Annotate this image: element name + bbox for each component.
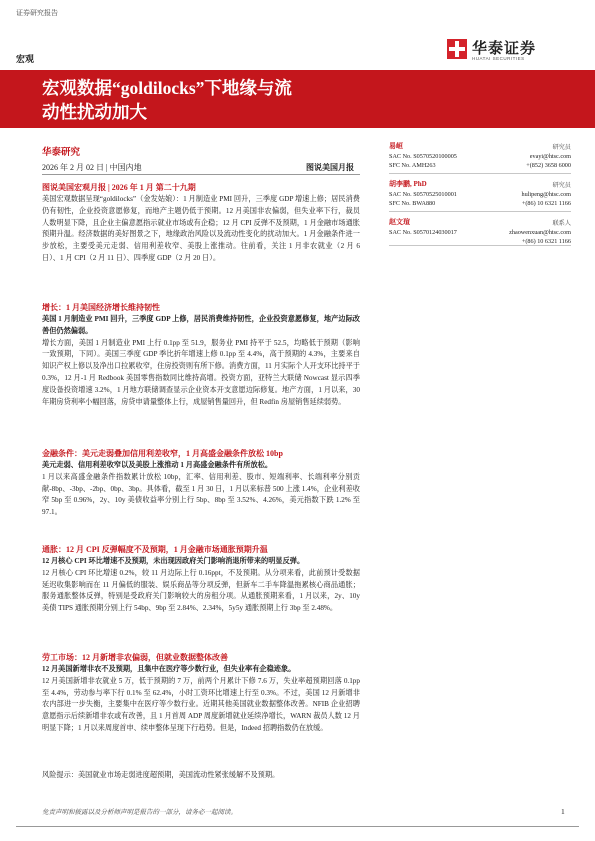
section-heading: 金融条件：美元走弱叠加信用利差收窄，1 月高盛金融条件放松 10bp [42,449,283,458]
section-lead: 12 月核心 CPI 环比增速不及预期，未出现因政府关门影响消退所带来的明显反弹。 [42,557,305,565]
divider [389,245,571,246]
analyst-sac: SAC No. S0570525010001 [389,190,457,198]
title-line-2: 动性扰动加大 [42,102,147,122]
doc-type: 图说美国月报 [306,163,354,172]
summary-section [42,182,360,265]
risk-warning: 风险提示：美国就业市场走弱进度超预期，美国流动性紧张缓解不及预期。 [42,771,280,779]
analyst-name: 胡李鹏, PhD [389,180,427,188]
inflation-section [42,544,360,615]
analyst-phone: +(86) 10 6321 1166 [521,200,571,207]
disclaimer-note: 免责声明和披露以及分析师声明是报告的一部分，请务必一起阅读。 [42,809,237,816]
footer-divider [16,826,579,827]
risk-section [42,770,360,782]
analyst-name: 易峘 [389,142,403,150]
report-title [42,76,382,124]
section-body: 增长方面，美国 1 月制造业 PMI 上行 0.1pp 至 51.9，服务业 PMI 持平于 52.5，均略低于预期（影响一致预期，下同）。美国三季度 GDP 季比折年增速上修 0.1pp 至 4.4%，高于预期的 4.3%，主要来自知识产权上修以及净出口拉累收窄，住房投资则有所下修。消费方面，11 月实际个人开支环比持平于 0.3%，12 月-1 月 Redbook 美国零售指数同比维持高增。投资方面，亚特兰大联储 Nowcast 显示四季度设备投资增速 3.2%，1 月地方联储调查显示企业资本开支意愿边际修复。地产方面，1 月以来，30 年期房贷利率小幅回落，房贷申请量整体上行，成屋销售量回升，但 Redfin 房屋销售延续弱势。 [42,338,360,406]
divider [389,173,571,174]
analyst-role: 联系人 [552,220,571,227]
divider [42,174,360,175]
report-date: 2026 年 2 月 02 日 [42,163,104,172]
analyst-sac: SAC No. S0570520100005 [389,152,457,160]
analyst-card [389,180,571,209]
section-label: 宏观 [16,54,35,64]
date-region [42,162,142,173]
logo-text: 华泰证券 [472,40,537,57]
summary-body: 美国宏观数据呈现“goldilocks”（金发姑娘）：1 月制造业 PMI 回升，三季度 GDP 增速上修；居民消费仍有韧性，企业投资意愿修复，而地产主题仍低于预期。12 月美国非农偏弱，但失业率下行，裁员人数明显下降，且企业主偏意愿指示就业市场或有企稳；12 月 CPI 反弹不及预期，1 月金融市场通胀预期升温。经济数据的美好图景之下，地缘政治风险以及流动性变化的扰动加大。1 月金融条件进一步放松，主要受美元走弱、信用利差收窄、美股上涨推动。往前看，关注 1 月非农就业（2 月 6 日）、1 月 CPI（2 月 11 日）、四季度 GDP（2 月 20 日）。 [42,195,360,262]
section-heading: 劳工市场：12 月新增非农偏弱，但就业数据整体改善 [42,653,228,662]
section-lead: 美国 1 月制造业 PMI 回升，三季度 GDP 上修，居民消费维持韧性，企业投资意愿修复，地产边际改善但仍然偏弱。 [42,315,360,335]
analyst-sfc: SFC No. BWA880 [389,200,436,207]
section-lead: 美元走弱、信用利差收窄以及美股上涨推动 1 月高盛金融条件有所放松。 [42,461,273,469]
section-heading: 增长：1 月美国经济增长维持韧性 [42,303,160,312]
analyst-email[interactable]: evayi@htsc.com [529,152,571,160]
analyst-phone: +(86) 10 6321 1166 [521,238,571,245]
section-body: 12 月核心 CPI 环比增速 0.2%，较 11 月边际上行 0.16ppt，不及预期。从分项来看，此前预计受数据延迟收集影响而在 11 月偏低的服装、娱乐商品等分项反弹，但新车二手车降温拖累核心商品通胀；服务通胀整体反弹，特别是受政府关门影响较大的房租分项。从通胀预期来看，1 月以来，2y、10y 美债 TIPS 通胀预期分别上行 54bp、9bp 至 2.84%、2.34%，5y5y 通胀预期上行 3bp 至 2.48%。 [42,568,360,613]
section-body: 12 月美国新增非农就业 5 万，低于预期的 7 万，前两个月累计下修 7.6 万，失业率超预期回落 0.1pp 至 4.4%，劳动参与率下行 0.1% 至 62.4%，小时工资环比增速上行至 0.3%。不过，美国 12 月新增非农内部进一步失衡，主要集中在医疗等少数行业。近期其他美国就业数据整体改善。NFIB 企业招聘意愿指示后续新增非农或有改善，且 1 月首周 ADP 周度新增就业延续净增长，WARN 裁员人数 12 月明显下降；1 月以来周度首申、续申整体呈现下行趋势。但是，Indeed 招聘指数仍在放缓。 [42,676,360,732]
logo-mark-icon [447,39,467,59]
labor-section [42,652,360,735]
report-type-label: 证券研究报告 [16,9,58,17]
logo-english-text: HUATAI SECURITIES [472,56,525,61]
title-line-1: 宏观数据“goldilocks”下地缘与流 [42,78,292,98]
section-lead: 12 月美国新增非农不及预期，且集中在医疗等少数行业，但失业率有企稳迹象。 [42,665,296,673]
analyst-email[interactable]: hulipeng@htsc.com [521,190,571,198]
separator: | [106,163,110,172]
analyst-role: 研究员 [552,182,571,189]
section-body: 1 月以来高盛金融条件指数累计放松 10bp，汇率、信用利差、股市、短端利率、长端利率分别贡献-8bp、-3bp、-2bp、0bp、3bp。具体看，截至 1 月 30 日，1 月以来标普 500 上涨 1.4%，企业利差收窄 5bp 至 0.96%，2y、10y 美债收益率分别上行 5bp、8bp 至 3.52%、4.26%，美元指数下跌 1.2% 至 97.1。 [42,472,360,517]
summary-heading: 图说美国宏观月报 | 2026 年 1 月 第二十九期 [42,183,196,192]
page-number: 1 [561,807,565,816]
analyst-phone: +(852) 3658 6000 [526,162,571,169]
growth-section [42,302,360,408]
analyst-name: 赵文瑄 [389,218,410,226]
region: 中国内地 [109,163,142,172]
analyst-sac: SAC No. S0570124030017 [389,228,457,236]
section-heading: 通胀：12 月 CPI 反弹幅度不及预期，1 月金融市场通胀预期升温 [42,545,268,554]
org-name: 华泰研究 [42,148,81,158]
analyst-card [389,218,571,247]
analyst-role: 研究员 [552,144,571,151]
analyst-card [389,142,571,171]
company-logo [447,38,567,64]
analyst-email[interactable]: zhaowenxuan@htsc.com [509,228,571,236]
financial-conditions-section [42,448,360,519]
divider [389,211,571,212]
analyst-sfc: SFC No. AMH263 [389,162,436,169]
